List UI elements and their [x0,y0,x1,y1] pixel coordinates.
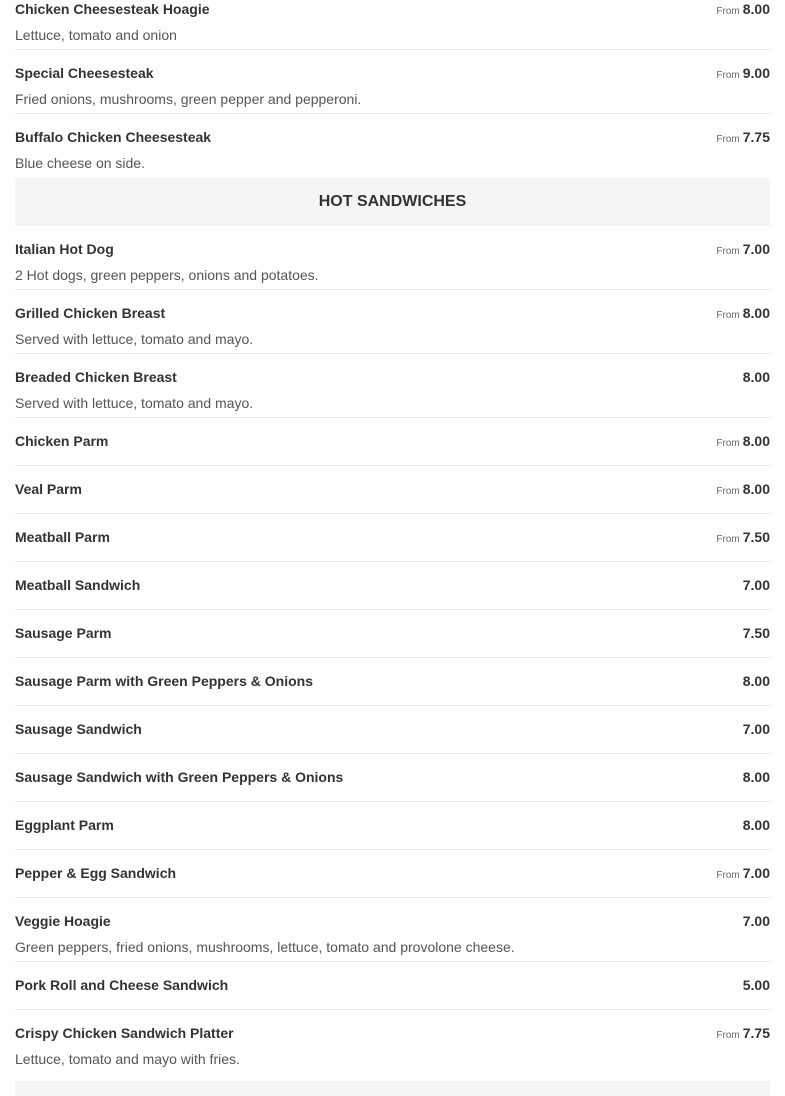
item-price [716,480,770,501]
item-price [716,0,770,21]
item-description: Served with lettuce, tomato and mayo. [15,395,254,411]
item-price [716,432,770,453]
item-price [716,128,770,149]
section-header-hot-sandwiches: HOT SANDWICHES [15,178,770,226]
price-from-label: From [716,1030,740,1041]
price-value: 8.00 [742,305,770,321]
item-name: Buffalo Chicken Cheesesteak [15,129,212,145]
item-name: Sausage Sandwich with Green Peppers & Onions [15,769,344,785]
item-name: Pork Roll and Cheese Sandwich [15,977,229,993]
price-value: 8.00 [742,673,770,689]
item-price [740,576,770,597]
price-value: 8.00 [742,481,770,497]
menu-item[interactable] [15,514,770,562]
item-name: Veal Parm [15,481,82,497]
menu-item[interactable] [15,466,770,514]
price-value: 5.00 [742,977,770,993]
item-description: 2 Hot dogs, green peppers, onions and potatoes. [15,267,319,283]
price-from-label: From [716,310,740,321]
item-name: Sausage Parm with Green Peppers & Onions [15,673,313,689]
price-from-label: From [716,70,740,81]
item-price [740,768,770,789]
price-from-label: From [716,134,740,145]
menu-list [15,0,770,1074]
item-price [740,368,770,389]
price-value: 7.00 [742,913,770,929]
menu-item[interactable] [15,898,770,962]
next-section-header [15,1081,770,1096]
price-value: 8.00 [742,769,770,785]
item-price [740,816,770,837]
menu-item[interactable] [15,658,770,706]
item-price [740,720,770,741]
price-value: 7.00 [742,577,770,593]
price-value: 7.00 [742,241,770,257]
price-value: 7.00 [742,865,770,881]
item-name: Sausage Sandwich [15,721,142,737]
menu-item[interactable] [15,0,770,50]
item-name: Italian Hot Dog [15,241,114,257]
item-price [740,912,770,933]
menu-item[interactable] [15,114,770,178]
menu-item[interactable] [15,706,770,754]
price-value: 9.00 [742,65,770,81]
price-value: 8.00 [742,433,770,449]
item-price [716,528,770,549]
menu-item[interactable] [15,354,770,418]
menu-item[interactable] [15,610,770,658]
item-price [740,672,770,693]
item-name: Grilled Chicken Breast [15,305,166,321]
item-name: Meatball Parm [15,529,110,545]
price-value: 7.75 [742,129,770,145]
menu-item[interactable] [15,754,770,802]
menu-item[interactable] [15,802,770,850]
item-price [716,864,770,885]
item-description: Green peppers, fried onions, mushrooms, lettuce, tomato and provolone cheese. [15,939,515,955]
price-value: 8.00 [742,369,770,385]
menu-item[interactable] [15,850,770,898]
item-name: Chicken Cheesesteak Hoagie [15,1,210,17]
item-name: Sausage Parm [15,625,112,641]
item-price [716,64,770,85]
menu-item[interactable] [15,50,770,114]
price-value: 7.50 [742,625,770,641]
item-name: Meatball Sandwich [15,577,141,593]
item-name: Eggplant Parm [15,817,114,833]
price-from-label: From [716,438,740,449]
item-name: Veggie Hoagie [15,913,111,929]
item-name: Special Cheesesteak [15,65,154,81]
menu-item[interactable] [15,290,770,354]
item-price [716,1024,770,1045]
item-name: Crispy Chicken Sandwich Platter [15,1025,234,1041]
menu-item[interactable] [15,1010,770,1074]
item-name: Chicken Parm [15,433,109,449]
menu-item[interactable] [15,418,770,466]
price-from-label: From [716,246,740,257]
item-description: Fried onions, mushrooms, green pepper and pepperoni. [15,91,362,107]
item-price [740,976,770,997]
item-price [716,304,770,325]
price-value: 7.50 [742,529,770,545]
item-price [716,240,770,261]
item-description: Lettuce, tomato and onion [15,27,177,43]
item-price [740,624,770,645]
price-from-label: From [716,870,740,881]
price-from-label: From [716,6,740,17]
price-value: 7.00 [742,721,770,737]
price-from-label: From [716,486,740,497]
menu-item[interactable] [15,562,770,610]
item-name: Breaded Chicken Breast [15,369,177,385]
item-name: Pepper & Egg Sandwich [15,865,177,881]
item-description: Served with lettuce, tomato and mayo. [15,331,254,347]
menu-item[interactable] [15,962,770,1010]
menu-item[interactable] [15,226,770,290]
item-description: Lettuce, tomato and mayo with fries. [15,1051,240,1067]
price-value: 7.75 [742,1025,770,1041]
price-from-label: From [716,534,740,545]
price-value: 8.00 [742,817,770,833]
price-value: 8.00 [742,1,770,17]
item-description: Blue cheese on side. [15,155,145,171]
